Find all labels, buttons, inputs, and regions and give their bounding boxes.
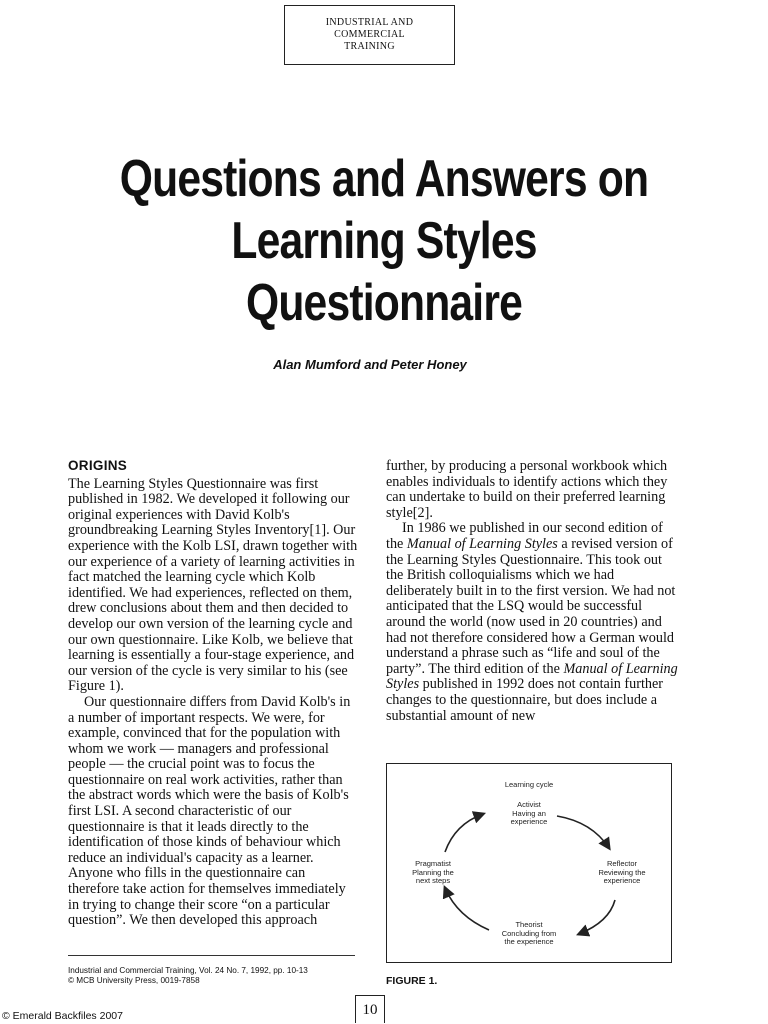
footer-citation-block bbox=[68, 966, 368, 986]
journal-name-line-2: COMMERCIAL bbox=[334, 29, 405, 40]
page-number: 10 bbox=[355, 995, 385, 1023]
journal-name-line-3: TRAINING bbox=[344, 41, 395, 52]
left-paragraph-2: Our questionnaire differs from David Kolb's in a number of important respects. We were, for example, convinced that for the population with whom we work — managers and professional people — the crucial point was to focus the questionnaire on real work activities, rather than the abstract words which were the basis of Kolb's first LSI. A second characteristic of our questionnaire is that it leads directly to the identification of those kinds of behaviour which reduce an individual's capacity as a learner. Anyone who fills in the questionnaire can therefore take action for themselves immediately in trying to change their score “on a particular question”. We then developed this approach bbox=[68, 693, 351, 929]
article-title bbox=[69, 148, 699, 334]
stage-activist bbox=[479, 801, 579, 827]
journal-name-box bbox=[284, 5, 455, 65]
journal-name-line-1: INDUSTRIAL AND bbox=[325, 17, 414, 28]
stage-reflector-name: Reflector bbox=[606, 859, 637, 868]
footer-publisher: © MCB University Press, 0019-7858 bbox=[68, 976, 200, 985]
stage-activist-desc-1: Having an bbox=[512, 808, 546, 818]
stage-pragmatist-name: Pragmatist bbox=[415, 859, 451, 868]
right-paragraph-1: further, by producing a personal workbook which enables individuals to identify actions which they can undertake to build on their preferred learning style[2]. bbox=[386, 458, 668, 521]
stage-activist-desc-2: experience bbox=[510, 817, 548, 826]
stage-theorist-desc-2: the experience bbox=[504, 937, 554, 946]
figure-title: Learning cycle bbox=[504, 780, 554, 789]
footer-divider bbox=[68, 955, 355, 956]
manual-title-reference-2: Manual of Learning Styles bbox=[386, 660, 678, 693]
stage-pragmatist bbox=[393, 860, 473, 886]
stage-theorist-name: Theorist bbox=[515, 920, 543, 929]
left-column bbox=[68, 458, 358, 929]
article-authors: Alan Mumford and Peter Honey bbox=[273, 357, 467, 372]
footer-citation: Industrial and Commercial Training, Vol. 24 No. 7, 1992, pp. 10-13 bbox=[68, 966, 308, 975]
right-paragraph-2-text-2: a revised version of the Learning Styles Questionnaire. This took out the British colloquialisms which we had deliberately built in to the first version. We had not anticipated that the LSQ would be successful around the world (now used in 20 countries) and had not therefore considered how a German would understand a phrase such as “life and soul of the party”. The third edition of the bbox=[386, 535, 676, 677]
article-title-line-2: Learning Styles bbox=[231, 212, 537, 270]
stage-pragmatist-desc-2: next steps bbox=[415, 876, 451, 885]
right-column bbox=[386, 459, 678, 724]
stage-theorist-desc-1: Concluding from bbox=[501, 928, 557, 938]
article-title-line-3: Questionnaire bbox=[245, 274, 523, 332]
figure-caption: FIGURE 1. bbox=[386, 975, 438, 987]
stage-theorist bbox=[479, 921, 579, 947]
arrow-reflector-to-theorist bbox=[579, 900, 615, 934]
right-paragraph-2 bbox=[386, 521, 678, 724]
left-paragraph-1: The Learning Styles Questionnaire was first published in 1982. We developed it following our original experiences with David Kolb's groundbreaking Learning Styles Inventory[1]. Our experience with the Kolb LSI, drawn together with our experience of a variety of learning activities in fact matched the learning cycle which Kolb identified. We had experiences, reflected on them, drew conclusions about them and then decided to develop our own version of the learning cycle and our own questionnaire. Like Kolb, we believe that learning is essentially a four-stage experience, and our version of the cycle is very similar to his (see Figure 1). bbox=[68, 475, 358, 695]
figure-learning-cycle bbox=[386, 763, 672, 963]
right-paragraph-2-text-1: In 1986 we published in our second edition of the bbox=[386, 520, 663, 552]
stage-reflector bbox=[577, 860, 667, 886]
copyright-notice: © Emerald Backfiles 2007 bbox=[2, 1010, 123, 1022]
stage-pragmatist-desc-1: Planning the bbox=[412, 867, 454, 877]
stage-reflector-desc-1: Reviewing the bbox=[598, 867, 646, 877]
manual-title-reference-1: Manual of Learning Styles bbox=[406, 535, 558, 552]
right-paragraph-2-text-3: published in 1992 does not contain further changes to the questionnaire, but does include a substantial amount of new bbox=[386, 676, 663, 724]
stage-activist-name: Activist bbox=[517, 800, 541, 809]
arrow-pragmatist-to-activist bbox=[445, 814, 483, 852]
stage-reflector-desc-2: experience bbox=[603, 876, 641, 885]
article-title-line-1: Questions and Answers on bbox=[119, 150, 649, 208]
section-heading-origins: ORIGINS bbox=[68, 458, 128, 473]
